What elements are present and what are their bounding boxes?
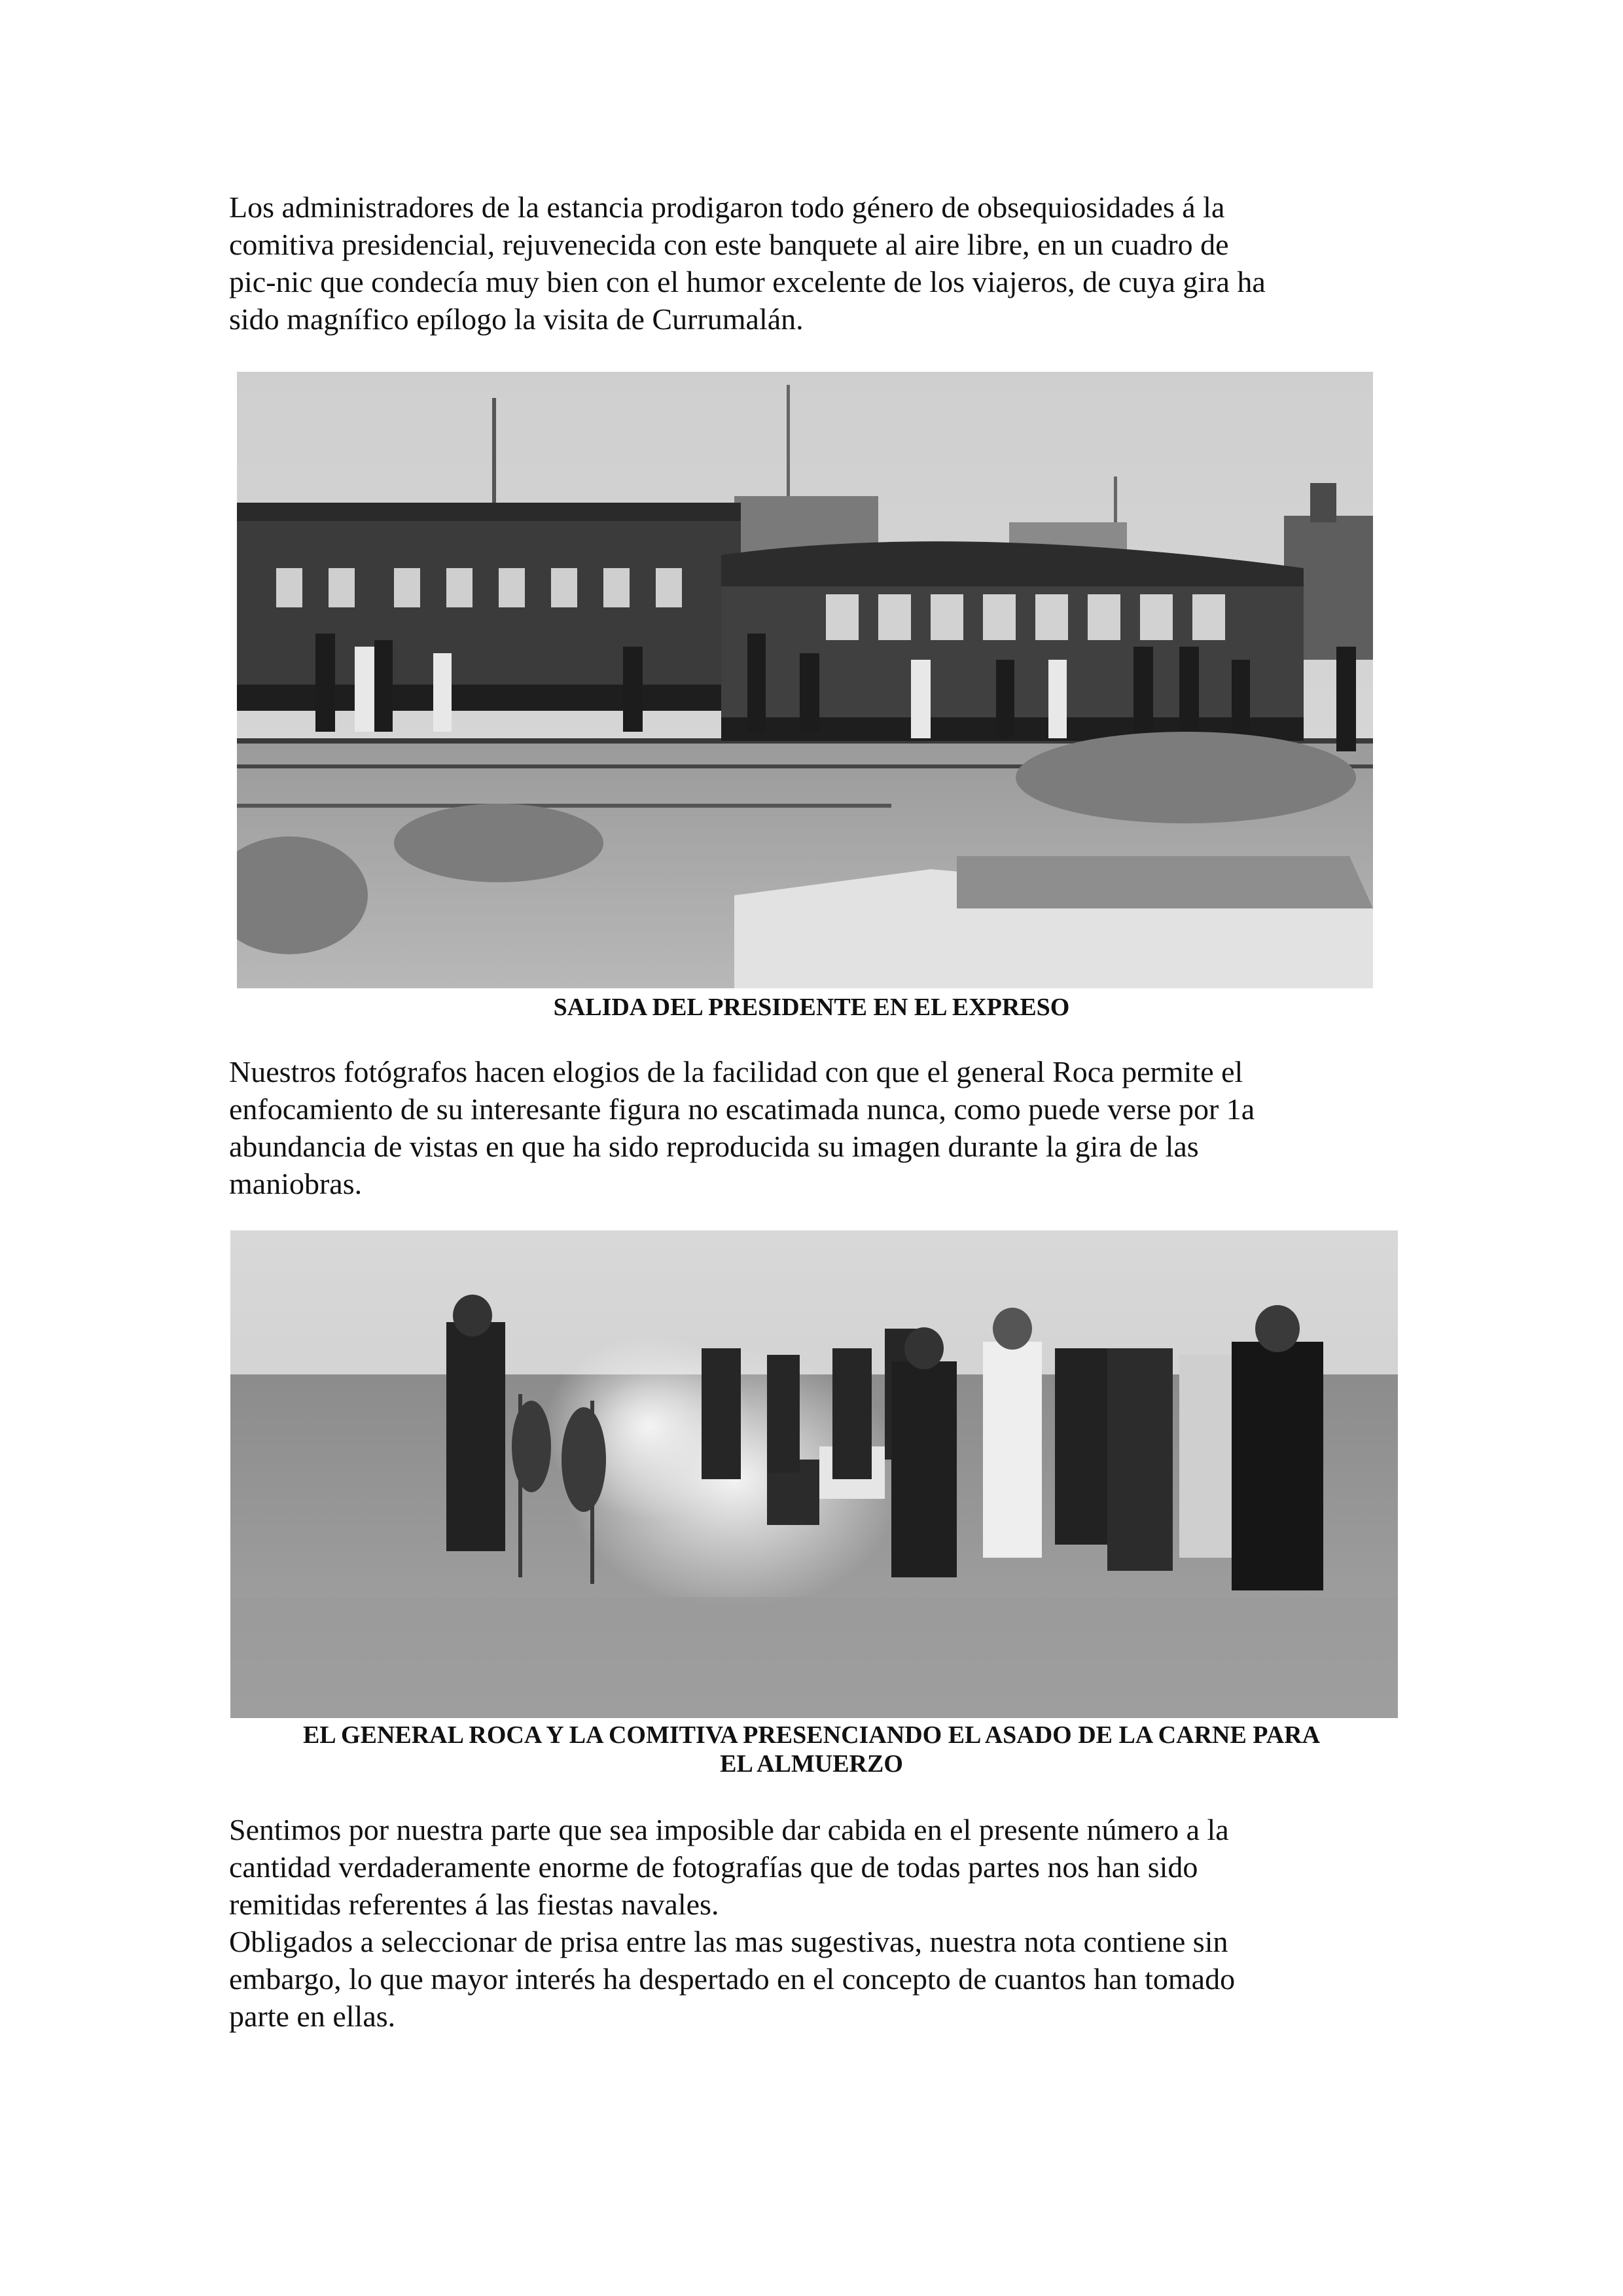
- text-line: Los administradores de la estancia prodigaron todo género de obsequiosidades á la: [229, 190, 1225, 224]
- text-line: comitiva presidencial, rejuvenecida con este banquete al aire libre, en un cuadro de: [229, 228, 1229, 261]
- paragraph-4: [229, 1923, 1382, 2035]
- text-line: sido magnífico epílogo la visita de Currumalán.: [229, 302, 804, 336]
- photo-train-departure: [237, 372, 1373, 988]
- text-line: Sentimos por nuestra parte que sea imposible dar cabida en el presente número a la: [229, 1813, 1229, 1846]
- text-line: parte en ellas.: [229, 2000, 396, 2033]
- text-line: cantidad verdaderamente enorme de fotografías que de todas partes nos han sido: [229, 1850, 1198, 1884]
- caption-photo-1: SALIDA DEL PRESIDENTE EN EL EXPRESO: [553, 994, 1070, 1021]
- photo-asado: [230, 1230, 1398, 1718]
- paragraph-1: [229, 188, 1382, 338]
- text-line: enfocamiento de su interesante figura no escatimada nunca, como puede verse por 1a: [229, 1092, 1255, 1126]
- paragraph-2: [229, 1053, 1382, 1202]
- caption-photo-2: [196, 1721, 1427, 1778]
- caption-line: EL GENERAL ROCA Y LA COMITIVA PRESENCIANDO EL ASADO DE LA CARNE PARA: [302, 1721, 1321, 1749]
- text-line: embargo, lo que mayor interés ha despertado en el concepto de cuantos han tomado: [229, 1962, 1236, 1996]
- caption-line: EL ALMUERZO: [720, 1750, 903, 1778]
- text-line: remitidas referentes á las fiestas navales.: [229, 1888, 719, 1921]
- text-line: Obligados a seleccionar de prisa entre las mas sugestivas, nuestra nota contiene sin: [229, 1925, 1228, 1958]
- text-line: maniobras.: [229, 1167, 363, 1200]
- text-line: abundancia de vistas en que ha sido reproducida su imagen durante la gira de las: [229, 1130, 1199, 1163]
- text-line: pic-nic que condecía muy bien con el humor excelente de los viajeros, de cuya gira ha: [229, 265, 1266, 298]
- text-line: Nuestros fotógrafos hacen elogios de la facilidad con que el general Roca permite el: [229, 1055, 1243, 1088]
- paragraph-3: [229, 1811, 1382, 1923]
